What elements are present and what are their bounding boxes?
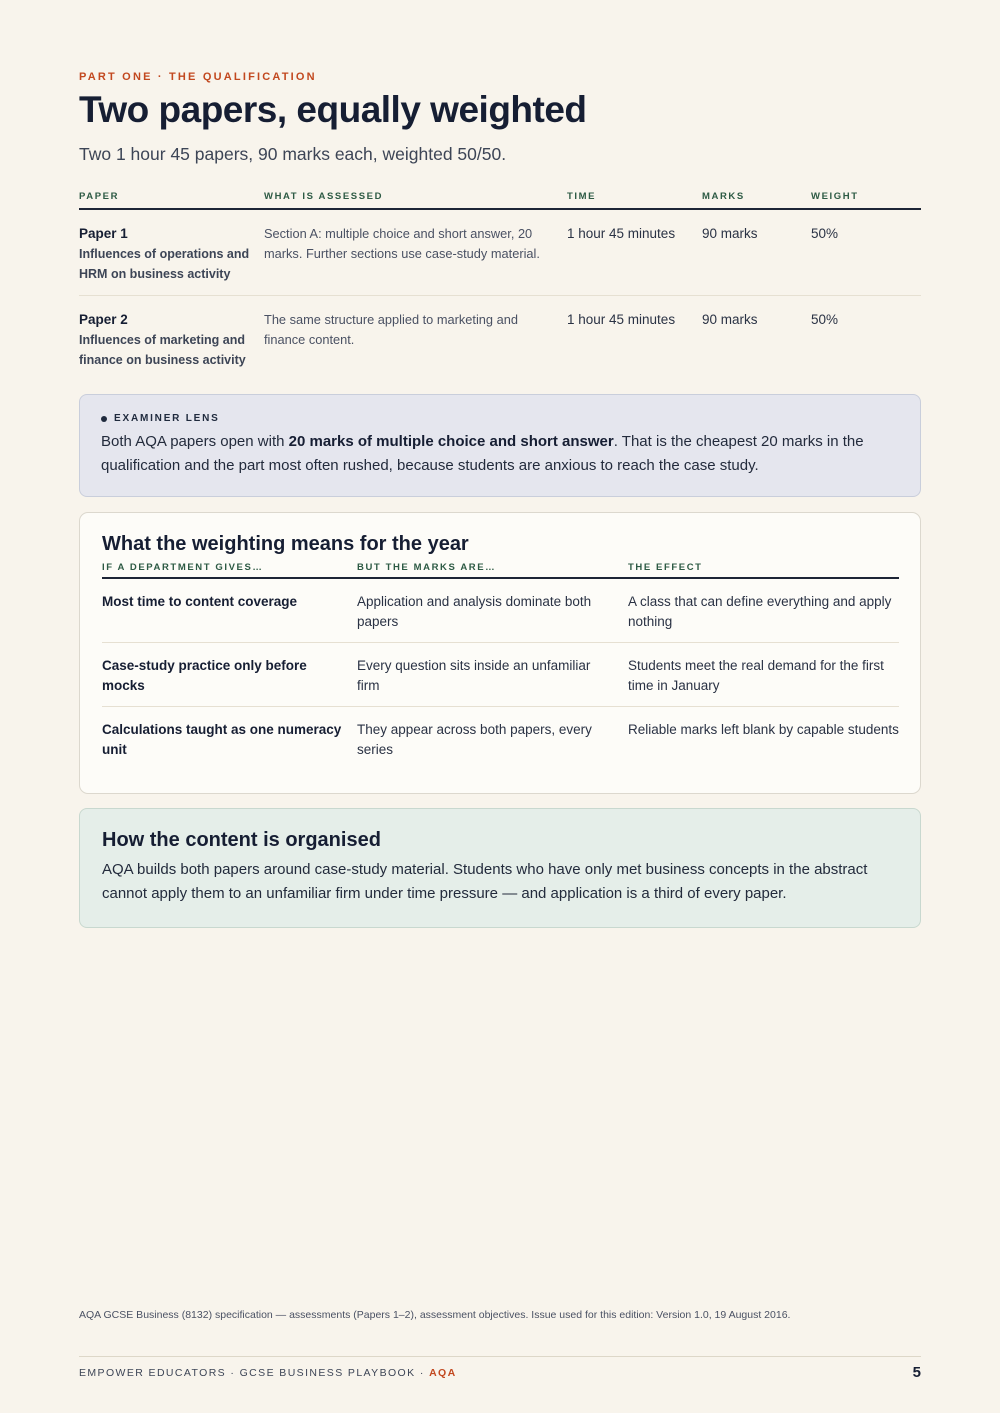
col-header-assessed: WHAT IS ASSESSED: [264, 191, 384, 202]
col-header-marks-are: BUT THE MARKS ARE…: [357, 562, 497, 573]
papers-table: [79, 188, 921, 381]
page-subtitle: Two 1 hour 45 papers, 90 marks each, weighted 50/50.: [79, 144, 507, 164]
examiner-text-part: . That is the cheapest 20 marks in the qualification and the part most often rushed, because students are anxious to reach the case study.: [101, 433, 864, 474]
col-header-marks: MARKS: [702, 191, 745, 202]
paper-subtitle: Influences of marketing and finance on business activity: [79, 333, 246, 367]
paper-cell: [79, 224, 264, 284]
organised-title: How the content is organised: [102, 829, 381, 851]
time-cell: 1 hour 45 minutes: [567, 312, 676, 327]
col-header-weight: WEIGHT: [811, 191, 859, 202]
marks-are-cell: They appear across both papers, every series: [357, 722, 592, 757]
table-row: [102, 643, 899, 707]
examiner-text-part: Both AQA papers open with: [101, 433, 289, 450]
footer-brand: AQA: [429, 1367, 457, 1379]
assessed-cell: The same structure applied to marketing and finance content.: [264, 312, 518, 347]
table-row: [79, 296, 921, 381]
footer-label: [79, 1367, 457, 1379]
time-cell: 1 hour 45 minutes: [567, 226, 676, 241]
col-header-gives: IF A DEPARTMENT GIVES…: [102, 562, 264, 573]
source-note: AQA GCSE Business (8132) specification — assessments (Papers 1–2), assessment objectives. Issue used for this edition: Version 1.0, 19 August 2016.: [79, 1309, 791, 1321]
col-header-time: TIME: [567, 191, 597, 202]
marks-are-cell: Every question sits inside an unfamiliar firm: [357, 658, 591, 693]
examiner-lens-tag: [101, 413, 899, 424]
effect-cell: Students meet the real demand for the first time in January: [628, 658, 884, 693]
examiner-text-emphasis: 20 marks of multiple choice and short answer: [288, 433, 614, 450]
weighting-title: What the weighting means for the year: [102, 533, 469, 555]
content-organised-callout: [79, 808, 921, 928]
weight-cell: 50%: [811, 226, 839, 241]
gives-cell: Most time to content coverage: [102, 594, 298, 609]
weight-cell: 50%: [811, 312, 839, 327]
paper-name: Paper 1: [79, 226, 128, 241]
gives-cell: Calculations taught as one numeracy unit: [102, 722, 342, 757]
col-header-paper: PAPER: [79, 191, 120, 202]
page-number: 5: [912, 1364, 921, 1381]
marks-are-cell: Application and analysis dominate both papers: [357, 594, 592, 629]
organised-text: AQA builds both papers around case-study material. Students who have only met business concepts in the abstract cannot apply them to an unfamiliar firm under time pressure — and application is a third of every paper.: [102, 861, 868, 902]
table-row: [102, 579, 899, 643]
weighting-table-header: [102, 562, 899, 579]
examiner-lens-text: [101, 430, 899, 477]
examiner-lens-callout: [79, 394, 921, 497]
page-title: Two papers, equally weighted: [79, 89, 587, 130]
bullet-dot-icon: [101, 416, 107, 422]
gives-cell: Case-study practice only before mocks: [102, 658, 307, 693]
footer-text: EMPOWER EDUCATORS · GCSE BUSINESS PLAYBOOK ·: [79, 1367, 430, 1379]
table-row: [79, 210, 921, 296]
section-eyebrow: PART ONE · THE QUALIFICATION: [79, 71, 317, 83]
examiner-lens-label: EXAMINER LENS: [114, 413, 220, 424]
marks-cell: 90 marks: [702, 312, 758, 327]
weighting-table: [102, 562, 899, 770]
papers-table-header: [79, 188, 921, 210]
effect-cell: A class that can define everything and apply nothing: [628, 594, 892, 629]
assessed-cell: Section A: multiple choice and short answer, 20 marks. Further sections use case-study material.: [264, 226, 540, 261]
paper-name: Paper 2: [79, 312, 128, 327]
marks-cell: 90 marks: [702, 226, 758, 241]
footer-divider: [79, 1356, 921, 1357]
col-header-effect: THE EFFECT: [628, 562, 703, 573]
table-row: [102, 707, 899, 770]
weighting-card: [79, 512, 921, 794]
paper-cell: [79, 310, 264, 370]
paper-subtitle: Influences of operations and HRM on business activity: [79, 247, 250, 281]
effect-cell: Reliable marks left blank by capable students: [628, 722, 899, 737]
